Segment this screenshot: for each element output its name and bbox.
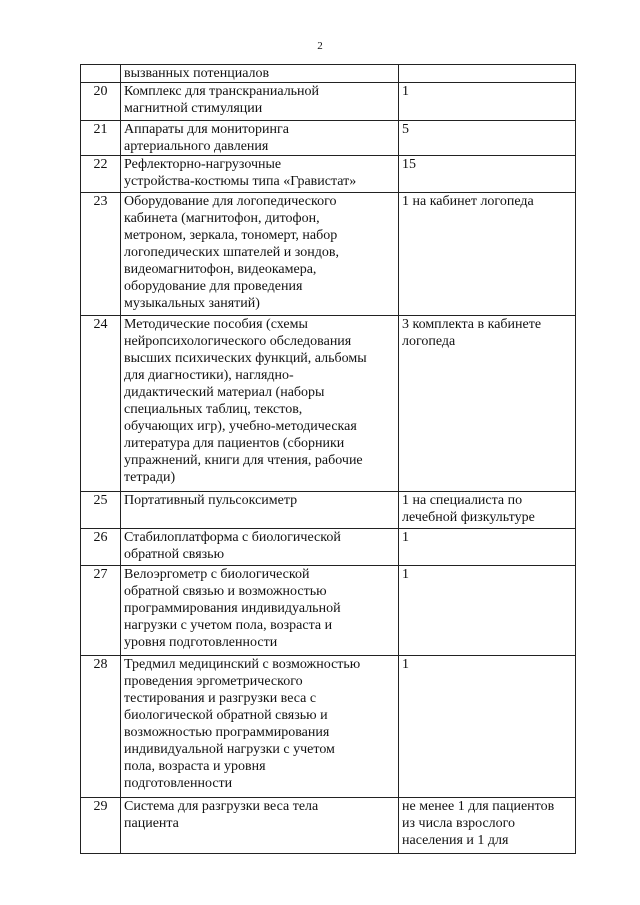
table-row — [81, 83, 576, 121]
table-row — [81, 316, 576, 492]
row-quantity: 3 комплекта в кабинете логопеда — [399, 316, 576, 492]
row-quantity: 1 — [399, 656, 576, 798]
row-quantity — [399, 65, 576, 83]
table-row — [81, 798, 576, 854]
page-number: 2 — [317, 40, 323, 52]
row-quantity: не менее 1 для пациентов из числа взрослого населения и 1 для — [399, 798, 576, 854]
row-equipment-name: Велоэргометр с биологической обратной связью и возможностью программирования индивидуальной нагрузки с учетом пола, возраста и уровня подготовленности — [121, 566, 399, 656]
row-number: 27 — [81, 566, 121, 656]
row-number: 26 — [81, 529, 121, 566]
row-number: 21 — [81, 121, 121, 156]
row-number: 24 — [81, 316, 121, 492]
table-row — [81, 65, 576, 83]
row-equipment-name: Портативный пульсоксиметр — [121, 492, 399, 529]
table-row — [81, 156, 576, 193]
row-equipment-name: Комплекс для транскраниальной магнитной стимуляции — [121, 83, 399, 121]
row-equipment-name: Методические пособия (схемы нейропсихологического обследования высших психических функций, альбомы для диагностики), наглядно- дидактический материал (наборы специальных таблиц, текстов, обучающих игр), учебно-методическая литература для пациентов (сборники упражнений, книги для чтения, рабочие тетради) — [121, 316, 399, 492]
table-row — [81, 193, 576, 316]
row-number: 23 — [81, 193, 121, 316]
table-row — [81, 492, 576, 529]
row-quantity: 1 на специалиста по лечебной физкультуре — [399, 492, 576, 529]
row-quantity: 1 — [399, 83, 576, 121]
row-number — [81, 65, 121, 83]
row-equipment-name: Рефлекторно-нагрузочные устройства-костюмы типа «Гравистат» — [121, 156, 399, 193]
row-equipment-name: Оборудование для логопедического кабинета (магнитофон, дитофон, метроном, зеркала, тономерт, набор логопедических шпателей и зондов, видеомагнитофон, видеокамера, оборудование для проведения музыкальных занятий) — [121, 193, 399, 316]
row-equipment-name: вызванных потенциалов — [121, 65, 399, 83]
row-quantity: 1 — [399, 566, 576, 656]
table-row — [81, 529, 576, 566]
row-number: 29 — [81, 798, 121, 854]
row-equipment-name: Стабилоплатформа с биологической обратной связью — [121, 529, 399, 566]
row-quantity: 1 — [399, 529, 576, 566]
table-row — [81, 656, 576, 798]
row-number: 20 — [81, 83, 121, 121]
row-quantity: 15 — [399, 156, 576, 193]
row-equipment-name: Система для разгрузки веса тела пациента — [121, 798, 399, 854]
row-equipment-name: Тредмил медицинский с возможностью проведения эргометрического тестирования и разгрузки веса с биологической обратной связью и возможностью программирования индивидуальной нагрузки с учетом пола, возраста и уровня подготовленности — [121, 656, 399, 798]
row-number: 25 — [81, 492, 121, 529]
equipment-table — [80, 64, 576, 854]
row-number: 22 — [81, 156, 121, 193]
row-number: 28 — [81, 656, 121, 798]
row-equipment-name: Аппараты для мониторинга артериального давления — [121, 121, 399, 156]
table-row — [81, 121, 576, 156]
row-quantity: 5 — [399, 121, 576, 156]
table-row — [81, 566, 576, 656]
row-quantity: 1 на кабинет логопеда — [399, 193, 576, 316]
